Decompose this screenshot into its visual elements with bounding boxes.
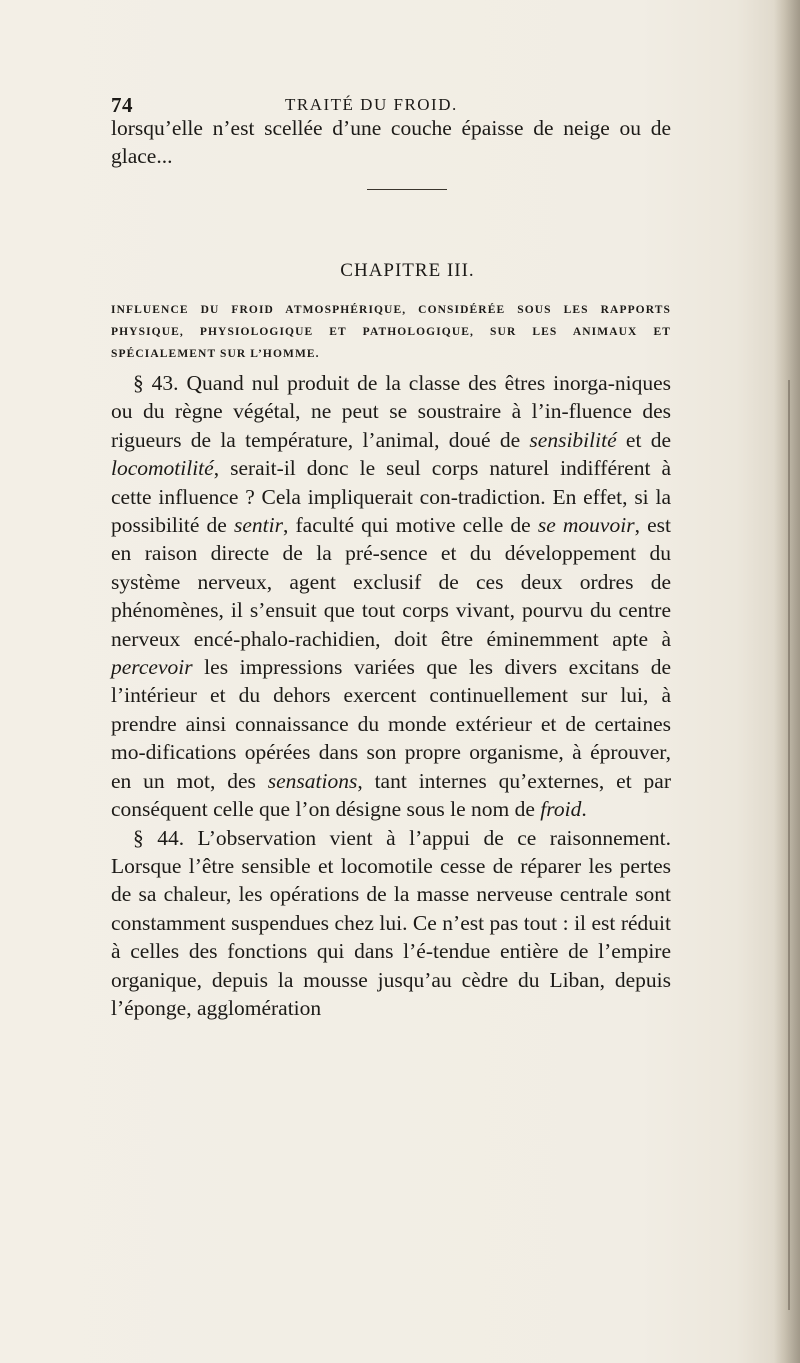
- paragraph-43: § 43. Quand nul produit de la classe des êtres inorga-niques ou du règne végétal, ne peut se soustraire à l’in-fluence des rigueurs de la température, l’animal, doué de sensibilité et de locomotilité, serait-il donc le seul corps naturel indifférent à cette influence ? Cela impliquerait con-tradiction. En effet, si la possibilité de sentir, faculté qui motive celle de se mouvoir, est en raison directe de la pré-sence et du développement du système nerveux, agent exclusif de ces deux ordres de phénomènes, il s’ensuit que tout corps vivant, pourvu du centre nerveux encé-phalo-rachidien, doit être éminemment apte à percevoir les impressions variées que les divers excitans de l’intérieur et du dehors exercent continuellement sur lui, à prendre ainsi connaissance du monde extérieur et de certaines mo-difications opérées dans son propre organisme, à éprouver, en un mot, des sensations, tant internes qu’externes, et par conséquent celle que l’on désigne sous le nom de froid.: [111, 371, 671, 822]
- chapter-title: CHAPITRE III.: [340, 260, 475, 281]
- section-rule: [367, 189, 447, 190]
- page-binding-shadow: [774, 0, 800, 1363]
- running-title: TRAITÉ DU FROID.: [285, 95, 458, 114]
- chapter-summary: INFLUENCE DU FROID ATMOSPHÉRIQUE, CONSIDÉRÉE SOUS LES RAPPORTS PHYSIQUE, PHYSIOLOGIQUE ET PATHOLOGIQUE, SUR LES ANIMAUX ET SPÉCIALEMENT SUR L’HOMME.: [111, 304, 671, 360]
- paragraph-44: § 44. L’observation vient à l’appui de ce raisonnement. Lorsque l’être sensible et locomotile cesse de réparer les pertes de sa chaleur, les opérations de la masse nerveuse centrale sont constamment suspendues chez lui. Ce n’est pas tout : il est réduit à celles des fonctions qui dans l’é-tendue entière de l’empire organique, depuis la mousse jusqu’au cèdre du Liban, depuis l’éponge, agglomération: [111, 825, 671, 1020]
- page-edge-line: [788, 380, 790, 1310]
- continuation-text: lorsqu’elle n’est scellée d’une couche épaisse de neige ou de glace...: [111, 116, 671, 169]
- page-number: 74: [111, 93, 133, 117]
- body-text: [111, 369, 671, 1022]
